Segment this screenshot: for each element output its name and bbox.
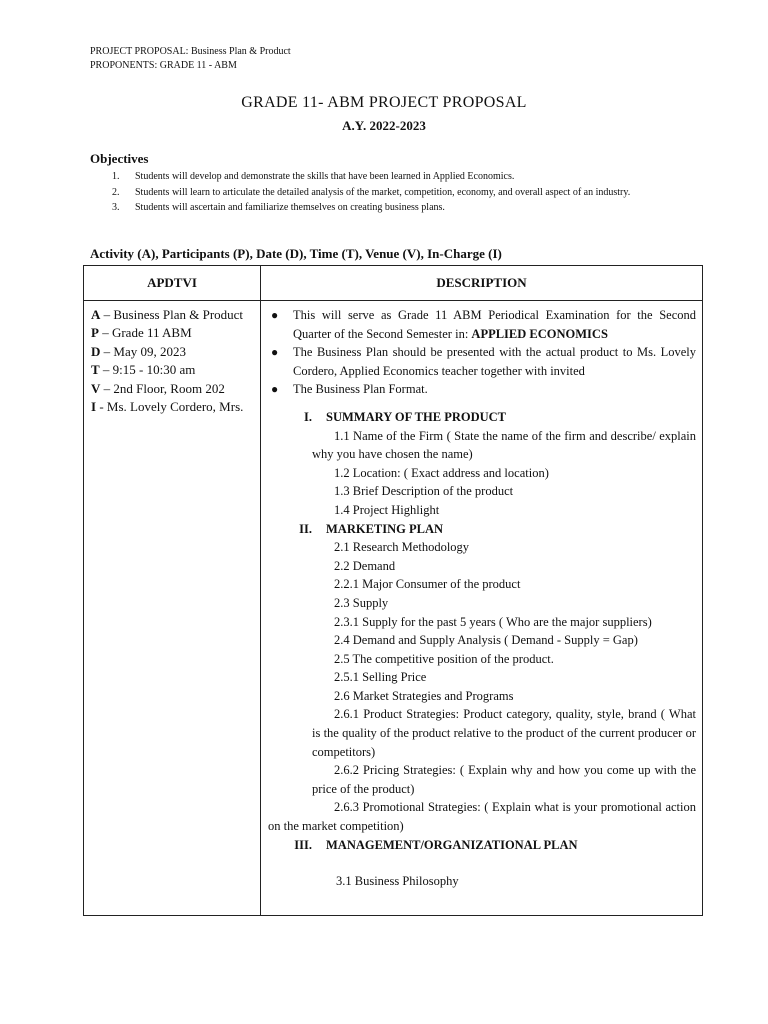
objectives-heading: Objectives (90, 151, 149, 166)
objective-item: 2. Students will learn to articulate the detailed analysis of the market, competition, economy, and overall aspect of an industry. (112, 186, 631, 198)
academic-year: A.Y. 2022-2023 (342, 118, 426, 133)
time-line: T – 9:15 - 10:30 am (91, 362, 196, 378)
header-proponents-line: PROPONENTS: GRADE 11 - ABM (90, 60, 237, 71)
format-item: 2.1 Research Methodology (334, 540, 470, 555)
activity-heading: Activity (A), Participants (P), Date (D), Time (T), Venue (V), In-Charge (I) (90, 246, 502, 261)
objective-item: 1. Students will develop and demonstrate the skills that have been learned in Applied Economics. (112, 171, 515, 182)
bullet-item: ● This will serve as Grade 11 ABM Periodical Examination for the Second Quarter of the Second Semester in: APPLIED ECONOMICS (271, 308, 696, 341)
participants-line: P – Grade 11 ABM (91, 325, 192, 341)
format-item: 2.5.1 Selling Price (334, 670, 427, 685)
header-divider (84, 300, 702, 301)
section-management: III. MANAGEMENT/ORGANIZATIONAL PLAN (294, 837, 578, 852)
running-header (90, 45, 291, 73)
format-item: 1.4 Project Highlight (334, 502, 440, 517)
section-summary: I. SUMMARY OF THE PRODUCT (304, 409, 506, 424)
date-line: D – May 09, 2023 (91, 343, 186, 359)
objectives-list (90, 169, 690, 216)
apdtvi-column-header: APDTVI (147, 275, 197, 290)
header-project-line: PROJECT PROPOSAL: Business Plan & Product (90, 46, 291, 57)
section-marketing: II. MARKETING PLAN (299, 521, 444, 536)
column-divider (260, 266, 261, 915)
bullet-icon: ● (271, 345, 279, 360)
activity-line: A – Business Plan & Product (91, 307, 244, 322)
format-item: 1.2 Location: ( Exact address and location) (334, 465, 549, 480)
format-item: 3.1 Business Philosophy (336, 874, 459, 889)
format-item: 1.1 Name of the Firm ( State the name of the firm and describe/ explain why you have chosen the name) (312, 428, 696, 462)
format-item: 2.6 Market Strategies and Programs (334, 688, 514, 703)
format-item: 1.3 Brief Description of the product (334, 484, 514, 499)
format-item: 2.6.3 Promotional Strategies: ( Explain what is your promotional action on the market competition) (268, 800, 696, 834)
proposal-table (83, 265, 703, 916)
format-item: 2.2.1 Major Consumer of the product (334, 577, 521, 592)
format-item: 2.3 Supply (334, 595, 389, 610)
bullet-icon: ● (271, 308, 279, 322)
document-title: GRADE 11- ABM PROJECT PROPOSAL (241, 94, 527, 111)
apdtvi-cell (91, 306, 259, 416)
format-item: 2.5 The competitive position of the product. (334, 651, 554, 666)
bullet-icon: ● (271, 382, 279, 397)
in-charge-line: I - Ms. Lovely Cordero, Mrs. (91, 399, 244, 415)
bullet-item: ● The Business Plan should be presented with the actual product to Ms. Lovely Cordero, Applied Economics teacher together with invited (271, 345, 696, 378)
description-column-header: DESCRIPTION (436, 275, 527, 290)
bullet-item: ● The Business Plan Format. (268, 380, 696, 399)
format-item: 2.3.1 Supply for the past 5 years ( Who are the major suppliers) (334, 614, 652, 629)
format-item: 2.6.2 Pricing Strategies: ( Explain why and how you come up with the price of the product) (312, 763, 696, 796)
format-item: 2.6.1 Product Strategies: Product category, quality, style, brand ( What is the quality of the product relative to the product of the current producer or competitors) (312, 707, 696, 759)
description-cell (268, 306, 696, 891)
venue-line: V – 2nd Floor, Room 202 (91, 380, 225, 396)
format-item: 2.2 Demand (334, 558, 396, 573)
format-item: 2.4 Demand and Supply Analysis ( Demand - Supply = Gap) (334, 633, 638, 648)
objective-item: 3. Students will ascertain and familiarize themselves on creating business plans. (112, 202, 445, 213)
